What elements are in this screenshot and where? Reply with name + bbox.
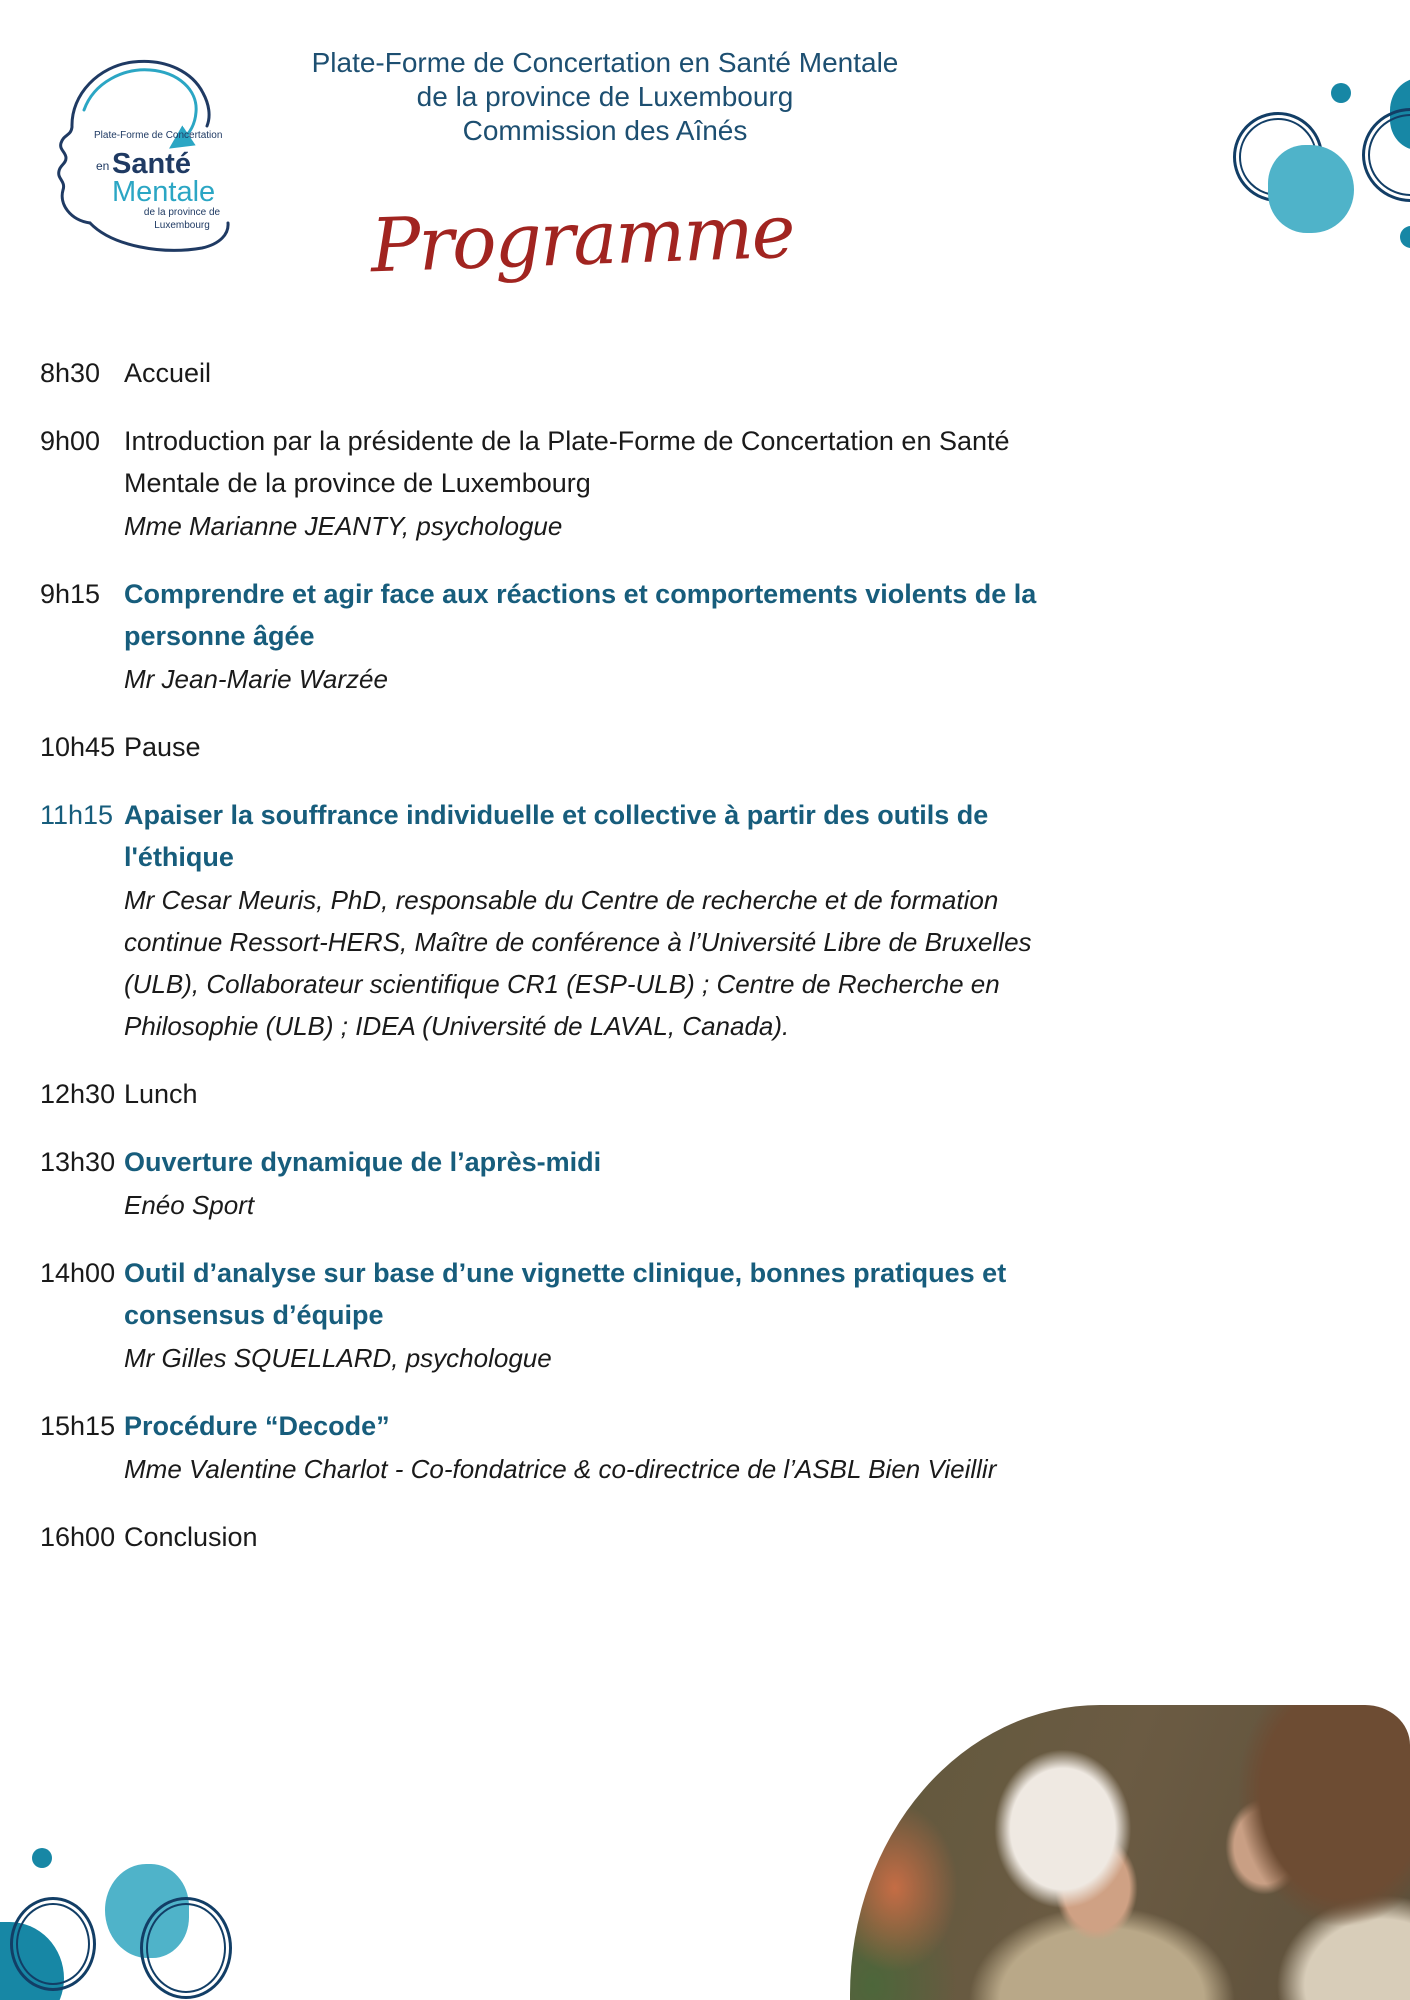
schedule-speaker: Mr Gilles SQUELLARD, psychologue (124, 1343, 552, 1373)
schedule-title: Procédure “Decode” (124, 1411, 390, 1441)
programme-script-title: Programme (369, 188, 795, 290)
schedule-title: Conclusion (124, 1522, 258, 1552)
schedule-title: Lunch (124, 1079, 198, 1109)
schedule-item (40, 1141, 1095, 1226)
schedule-time: 9h00 (40, 426, 101, 456)
teal-dot (32, 1848, 52, 1868)
schedule-item (40, 1252, 1095, 1379)
title-line-3: Commission des Aînés (462, 115, 748, 146)
schedule-speaker: Mme Marianne JEANTY, psychologue (124, 511, 563, 541)
schedule-item (40, 1516, 1095, 1558)
schedule-speaker: Enéo Sport (124, 1190, 255, 1220)
teal-dot (1400, 226, 1410, 248)
schedule-time: 10h45 (40, 732, 116, 762)
logo-en: en (96, 159, 110, 173)
page-title (312, 46, 899, 148)
schedule-title: Outil d’analyse sur base d’une vignette clinique, bonnes pratiques et consensus d’équipe (124, 1258, 1007, 1330)
schedule-time: 9h15 (40, 579, 101, 609)
photo-elderly-and-younger-woman (850, 1705, 1410, 2000)
ring-circle (10, 1897, 96, 1991)
schedule-list (40, 352, 1095, 1584)
title-line-1: Plate-Forme de Concertation en Santé Mentale (311, 47, 899, 78)
schedule-item (40, 352, 1095, 394)
schedule-item (40, 420, 1095, 547)
schedule-title: Comprendre et agir face aux réactions et comportements violents de la personne âgée (124, 579, 1037, 651)
schedule-title: Apaiser la souffrance individuelle et collective à partir des outils de l'éthique (124, 800, 989, 872)
ring-circle (1362, 108, 1410, 202)
schedule-item (40, 1405, 1095, 1490)
logo-sante: Santé (112, 148, 191, 180)
schedule-time: 8h30 (40, 358, 101, 388)
schedule-title: Ouverture dynamique de l’après-midi (124, 1147, 602, 1177)
logo-bottom-line2: Luxembourg (154, 220, 210, 231)
logo-top-line: Plate-Forme de Concertation (94, 130, 223, 141)
schedule-title: Pause (124, 732, 201, 762)
schedule-time: 16h00 (40, 1522, 116, 1552)
schedule-title: Accueil (124, 358, 212, 388)
logo-bottom-line1: de la province de (143, 207, 221, 218)
schedule-time: 13h30 (40, 1147, 116, 1177)
head-profile-logo-graphic (32, 46, 268, 260)
teal-dot (1331, 83, 1351, 103)
schedule-time: 15h15 (40, 1411, 116, 1441)
schedule-time: 11h15 (40, 800, 114, 830)
schedule-item (40, 573, 1095, 700)
title-line-2: de la province de Luxembourg (416, 81, 794, 112)
schedule-item (40, 726, 1095, 768)
ring-circle (140, 1897, 232, 1999)
platform-logo (32, 46, 268, 260)
logo-mentale: Mentale (112, 176, 216, 208)
schedule-speaker: Mme Valentine Charlot - Co-fondatrice & co-directrice de l’ASBL Bien Vieillir (124, 1454, 997, 1484)
schedule-item (40, 1073, 1095, 1115)
schedule-speaker: Mr Jean-Marie Warzée (124, 664, 388, 694)
schedule-item (40, 794, 1095, 1047)
schedule-speaker: Mr Cesar Meuris, PhD, responsable du Centre de recherche et de formation continue Ressort-HERS, Maître de conférence à l’Université Libre de Bruxelles (ULB), Collaborateur scientifique CR1 (ESP-ULB) ; Centre de Recherche en Philosophie (ULB) ; IDEA (Université de LAVAL, Canada). (124, 885, 1032, 1041)
schedule-time: 14h00 (40, 1258, 116, 1288)
teal-blob (1268, 145, 1354, 233)
schedule-time: 12h30 (40, 1079, 116, 1109)
schedule-title: Introduction par la présidente de la Plate-Forme de Concertation en Santé Mentale de la province de Luxembourg (124, 426, 1010, 498)
